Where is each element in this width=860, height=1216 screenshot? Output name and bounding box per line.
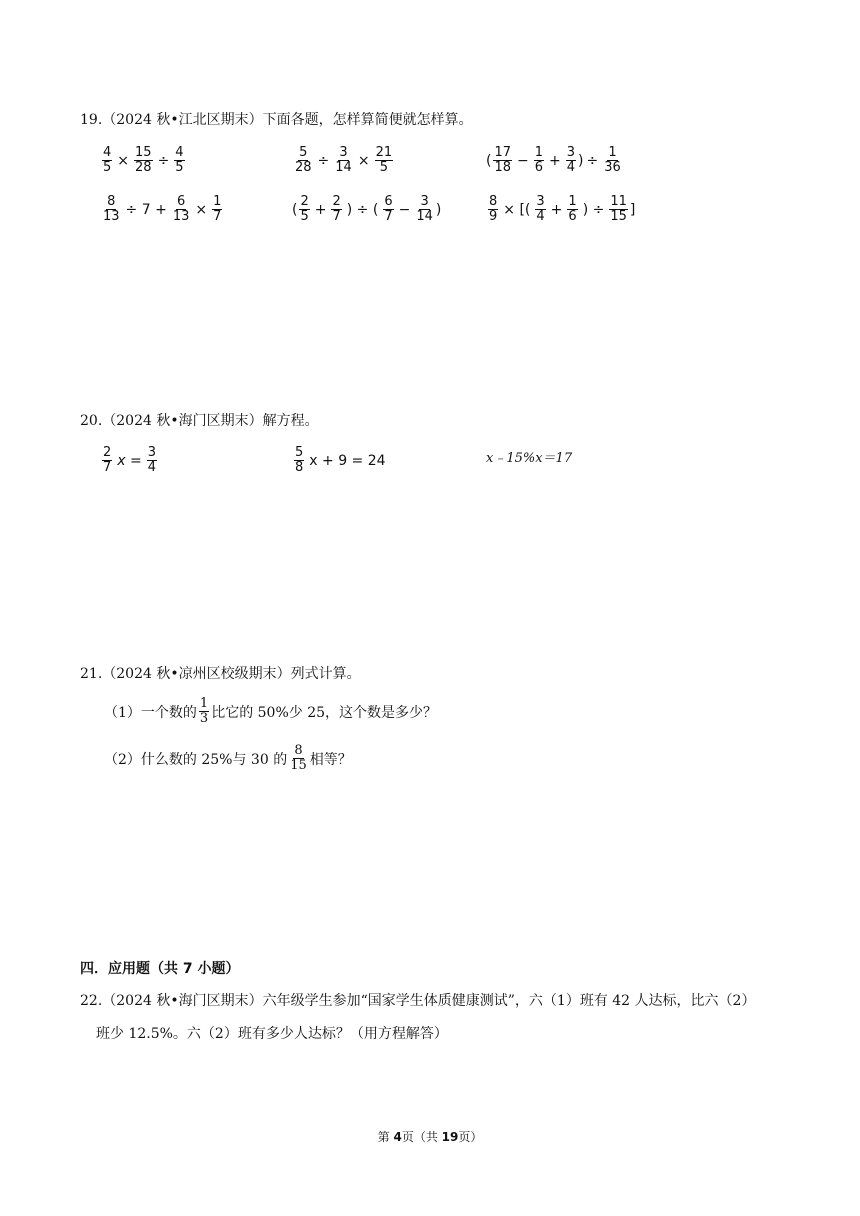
q19-expr-1: $\frac{4}{5}$ × $\frac{15}{28}$ ÷ $\frac{4}{5}$ xyxy=(103,145,184,175)
page-footer: 第 4页（共 19页） xyxy=(377,1130,483,1144)
q21-part-1: （1）一个数的 $\frac{1}{3}$ 比它的 50%少 25，这个数是多少？ xyxy=(104,696,438,726)
q19-expr-4: $\frac{8}{13}$ ÷ 7 + $\frac{6}{13}$ × $\frac{1}{7}$ xyxy=(103,194,222,224)
q22-line-1: 22.（2024 秋•海门区期末）六年级学生参加“国家学生体质健康测试”，六（1）班有 42 人达标，比六（2） xyxy=(80,993,756,1009)
q19-expr-6: $\frac{8}{9}$ × [( $\frac{3}{4}$ + $\frac{1}{6}$ ) ÷ $\frac{11}{15}$ ] xyxy=(489,194,636,224)
q21-title: 21.（2024 秋•凉州区校级期末）列式计算。 xyxy=(80,666,361,682)
q19-expr-2: $\frac{5}{28}$ ÷ $\frac{3}{14}$ × $\frac{21}{5}$ xyxy=(295,145,393,175)
q20-eq-1: $\frac{2}{7}$ x = $\frac{3}{4}$ xyxy=(103,445,157,475)
q21-part-2: （2）什么数的 25%与 30 的 $\frac{8}{15}$ 相等？ xyxy=(104,743,352,773)
q19-title: 19.（2024 秋•江北区期末）下面各题，怎样算简便就怎样算。 xyxy=(80,112,473,128)
q20-eq-2: $\frac{5}{8}$ x + 9 = 24 xyxy=(295,445,386,475)
q22-line-2: 班少 12.5%。六（2）班有多少人达标？（用方程解答） xyxy=(96,1026,448,1042)
section-heading: 四．应用题（共 7 小题） xyxy=(80,961,240,977)
q20-eq-3: x﹣15%x＝17 xyxy=(486,451,573,466)
q20-title: 20.（2024 秋•海门区期末）解方程。 xyxy=(80,413,319,429)
page-total: 19 xyxy=(441,1130,459,1144)
q19-expr-3: ( $\frac{17}{18}$ − $\frac{1}{6}$ + $\frac{3}{4}$ ) ÷ $\frac{1}{36}$ xyxy=(486,145,621,175)
page-number: 4 xyxy=(393,1130,402,1144)
q19-expr-5: ( $\frac{2}{5}$ + $\frac{2}{7}$ ) ÷ ( $\frac{6}{7}$ − $\frac{3}{14}$ ) xyxy=(292,194,442,224)
